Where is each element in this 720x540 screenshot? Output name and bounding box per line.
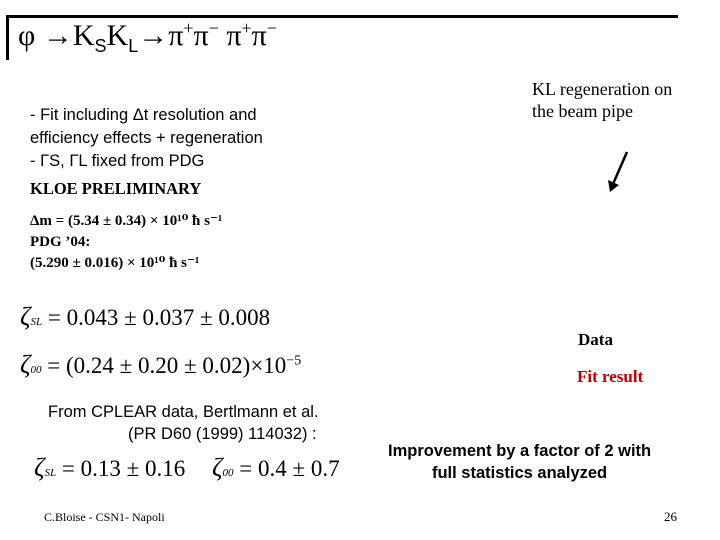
cplear-zeta-sl-value: = 0.13 ± 0.16 [56,456,186,481]
cplear-zeta-00-formula [212,453,340,483]
title-k2: K [106,19,129,52]
improvement-note [388,440,651,484]
delta-m-pdg-value: (5.290 ± 0.016) × 10¹⁰ ħ s⁻¹ [30,255,200,271]
page-number: 26 [664,509,677,524]
title-sub-s: S [94,36,107,56]
title-pi-1: π [168,19,184,52]
zeta-sub-00: 00 [222,467,234,479]
title-arrow-1: → [42,19,73,52]
kloe-zeta-00-value: = (0.24 ± 0.20 ± 0.02)×10 [41,353,287,378]
kloe-zeta-00-exponent: −5 [286,353,302,369]
title-arrow-2: → [138,19,169,52]
kloe-preliminary-label: KLOE PRELIMINARY [30,179,202,198]
zeta-symbol: ζ [34,453,45,482]
zeta-symbol: ζ [212,453,223,482]
title-minus-2: − [266,18,277,38]
title-frame-left [6,15,9,60]
zeta-symbol: ζ [20,350,31,379]
zeta-symbol: ζ [20,302,31,331]
title-pi-4: π [251,19,267,52]
title-minus-1: − [208,18,219,38]
delta-m-block [30,211,222,274]
title-pi-2: π [193,19,209,52]
title-phi: φ [18,19,36,52]
zeta-sub-00: 00 [30,364,42,376]
delta-m-pdg-label: PDG ’04: [30,234,91,250]
cplear-reference [48,401,319,445]
title-sub-l: L [128,36,139,56]
regeneration-note-line-1: KL regeneration on [532,79,673,99]
delta-m-kloe: Δm = (5.34 ± 0.34) × 10¹⁰ ħ s⁻¹ [30,213,223,229]
regeneration-note-line-2: the beam pipe [532,101,633,121]
bullet-line-2: efficiency effects + regeneration [30,129,263,147]
title-plus-1: + [183,18,194,38]
kloe-zeta-sl-formula [20,302,270,332]
title-k1: K [72,19,95,52]
improvement-line-2: full statistics analyzed [431,464,608,482]
kloe-zeta-00-formula [20,350,301,380]
cplear-line-2: (PR D60 (1999) 114032) : [128,425,317,443]
bullet-line-3: - ΓS, ΓL fixed from PDG [30,152,205,170]
slide-title [18,18,277,57]
improvement-line-1: Improvement by a factor of 2 with [388,442,652,460]
fit-bullets [30,104,263,173]
regeneration-note [532,78,672,122]
legend-data: Data [578,330,613,349]
bullet-line-1: - Fit including Δt resolution and [30,106,257,124]
cplear-zeta-sl-formula [34,453,185,483]
zeta-sub-sl: SL [30,316,43,328]
title-plus-2: + [241,18,252,38]
cplear-line-1: From CPLEAR data, Bertlmann et al. [48,403,319,421]
kloe-zeta-sl-value: = 0.043 ± 0.037 ± 0.008 [42,305,271,330]
footer-author: C.Bloise - CSN1- Napoli [44,510,165,524]
cplear-zeta-00-value: = 0.4 ± 0.7 [233,456,340,481]
title-pi-3: π [226,19,242,52]
legend-fit-result: Fit result [577,367,644,386]
zeta-sub-sl: SL [44,467,57,479]
regeneration-arrow-icon [605,150,633,192]
